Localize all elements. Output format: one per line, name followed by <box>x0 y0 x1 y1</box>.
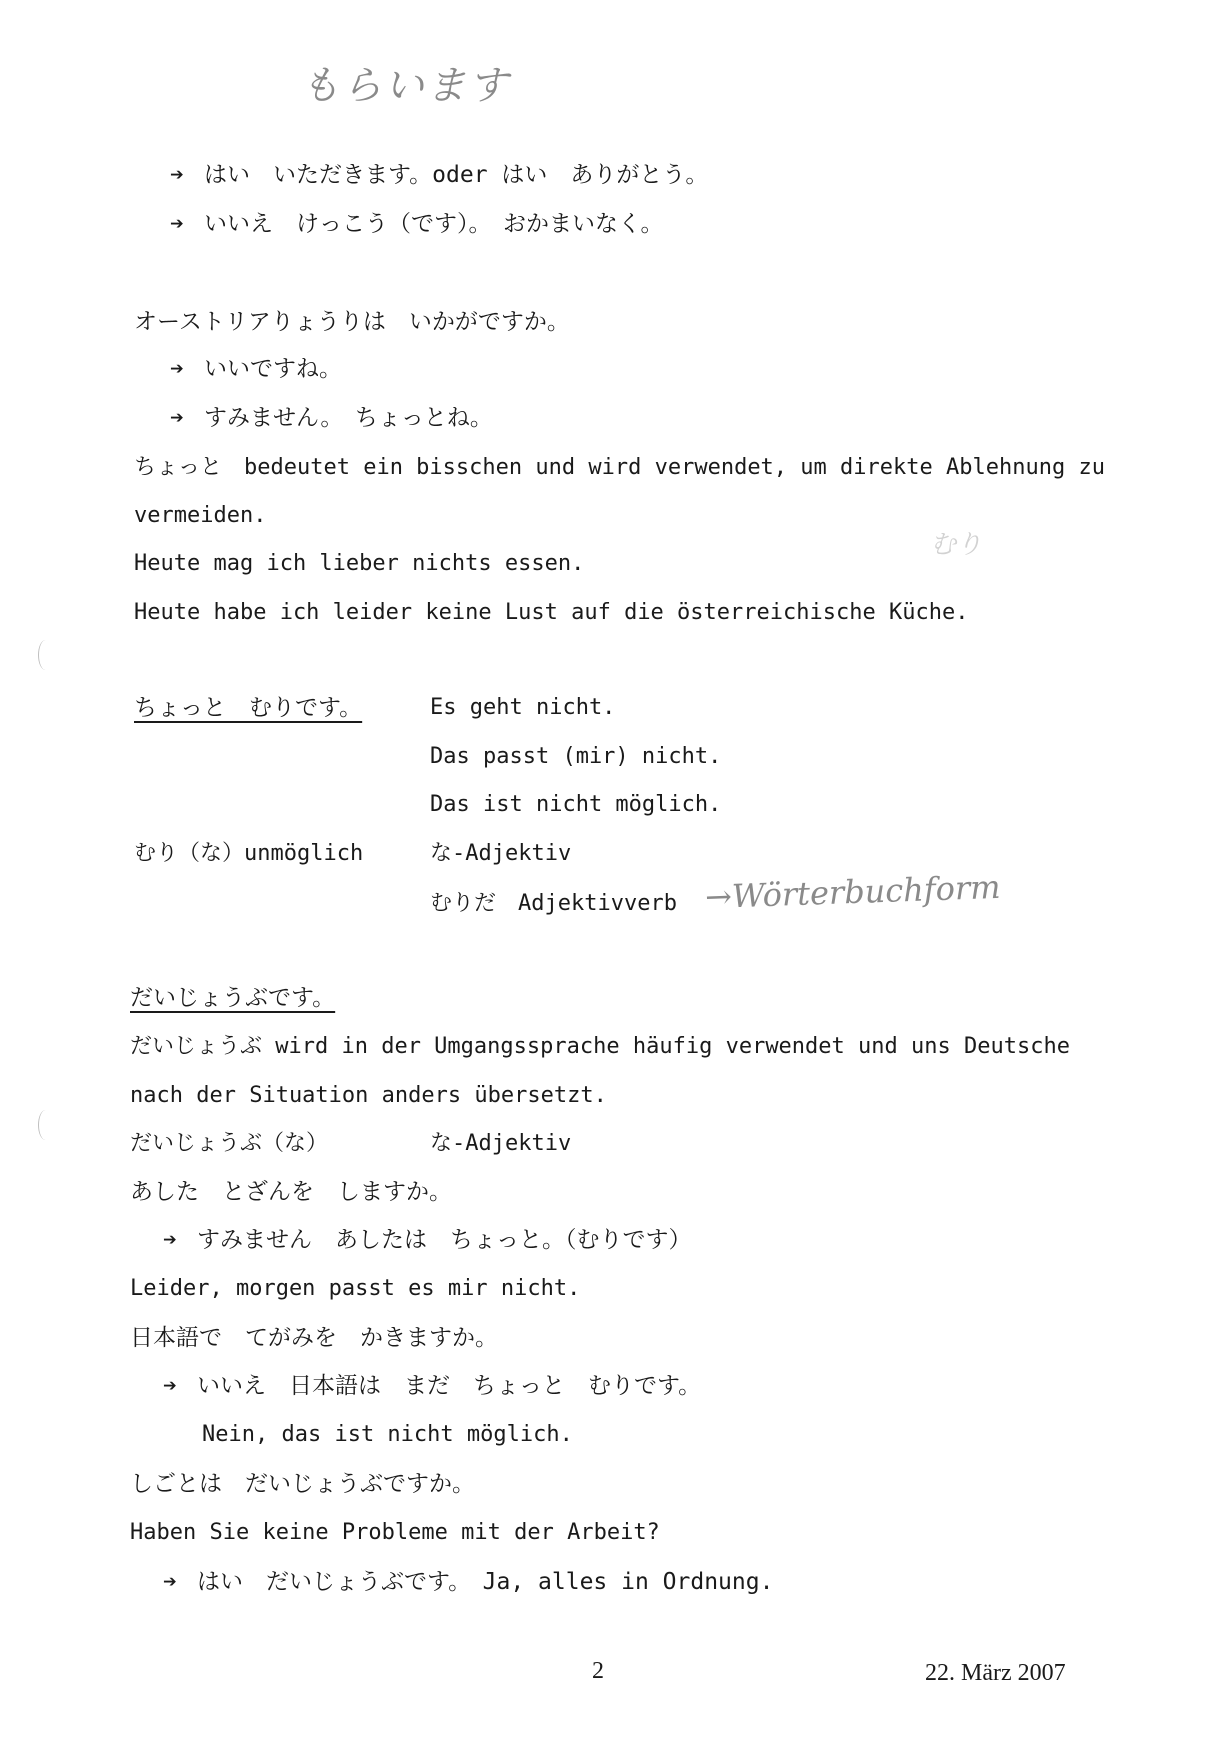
translation-letter: Nein, das ist nicht möglich. <box>202 1422 573 1447</box>
muri-adjective-type: な-Adjektiv <box>430 841 572 866</box>
translation-line2: Heute habe ich leider keine Lust auf die österreichische Küche. <box>134 600 969 625</box>
handwritten-faint-note: むり <box>930 530 983 560</box>
answer-good-text: いいですね。 <box>204 356 342 382</box>
daijoubu-adjective-type: な-Adjektiv <box>430 1131 572 1156</box>
answer-no-text: いいえ けっこう（です）。 おかまいなく。 <box>204 211 664 237</box>
answer-yes-text: はい いただきます。oder はい ありがとう。 <box>204 162 709 188</box>
chotto-explanation-line1: ちょっと bedeutet ein bisschen und wird verwendet, um direkte Ablehnung zu <box>134 455 1105 480</box>
translation-work: Haben Sie keine Probleme mit der Arbeit? <box>130 1520 660 1545</box>
muri-definition: むり（な）unmöglich <box>134 841 364 866</box>
arrow-icon: ➔ <box>163 1569 177 1595</box>
arrow-icon: ➔ <box>170 356 184 382</box>
muri-heading: ちょっと むりです。 <box>134 695 363 721</box>
muri-meaning-3: Das ist nicht möglich. <box>430 792 722 817</box>
footer-date: 22. März 2007 <box>925 1660 1066 1686</box>
arrow-icon: ➔ <box>170 162 184 188</box>
question-austrian-food: オーストリアりょうりは いかがですか。 <box>134 309 570 335</box>
handwritten-note-top: もらいます <box>300 63 510 109</box>
arrow-icon: ➔ <box>170 405 184 431</box>
answer-sorry-text: すみません。 ちょっとね。 <box>204 405 493 431</box>
daijoubu-explanation-line1: だいじょうぶ wird in der Umgangssprache häufig verwendet und uns Deutsche <box>130 1034 1070 1059</box>
answer-letter-line <box>163 1371 701 1401</box>
muri-adjective-verb: むりだ Adjektivverb <box>430 891 677 916</box>
translation-line1: Heute mag ich lieber nichts essen. <box>134 551 585 576</box>
arrow-icon: ➔ <box>163 1373 177 1399</box>
answer-letter-text: いいえ 日本語は まだ ちょっと むりです。 <box>197 1373 702 1399</box>
margin-mark <box>38 640 53 670</box>
answer-hiking-text: すみません あしたは ちょっと。（むりです） <box>197 1227 692 1253</box>
answer-hiking-line <box>163 1225 692 1255</box>
handwritten-woerterbuchform: →Wörterbuchform <box>704 867 1002 917</box>
page-number: 2 <box>592 1658 604 1684</box>
answer-sorry-line <box>170 403 493 433</box>
answer-good-line <box>170 354 342 384</box>
arrow-icon: ➔ <box>170 211 184 237</box>
question-work: しごとは だいじょうぶですか。 <box>130 1471 475 1497</box>
arrow-icon: ➔ <box>163 1227 177 1253</box>
answer-work-line <box>163 1567 773 1597</box>
chotto-explanation-line2: vermeiden. <box>134 503 267 528</box>
muri-meaning-2: Das passt (mir) nicht. <box>430 744 722 769</box>
daijoubu-explanation-line2: nach der Situation anders übersetzt. <box>130 1083 607 1108</box>
daijoubu-definition: だいじょうぶ（な） <box>130 1131 329 1156</box>
muri-meaning-1: Es geht nicht. <box>430 695 616 720</box>
translation-hiking: Leider, morgen passt es mir nicht. <box>130 1276 581 1301</box>
margin-mark <box>38 1110 53 1140</box>
answer-yes-line <box>170 160 708 190</box>
question-letter: 日本語で てがみを かきますか。 <box>130 1325 498 1351</box>
daijoubu-heading: だいじょうぶです。 <box>130 985 336 1011</box>
answer-work-text: はい だいじょうぶです。 Ja, alles in Ordnung. <box>197 1569 774 1595</box>
question-hiking: あした とざんを しますか。 <box>130 1179 452 1205</box>
answer-no-line <box>170 209 664 239</box>
